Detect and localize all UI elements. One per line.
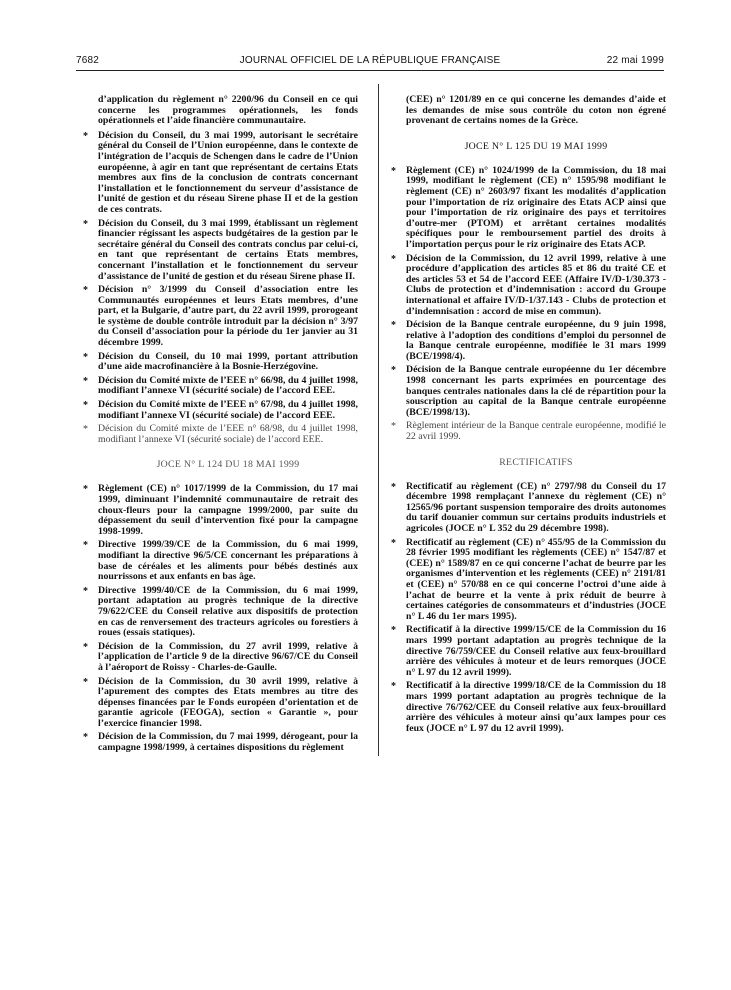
bullet-star-icon: * — [83, 641, 88, 653]
list-item — [390, 320, 666, 362]
list-item — [390, 365, 666, 418]
bullet-star-icon: * — [83, 676, 88, 688]
list-item — [82, 540, 358, 582]
list-item — [82, 131, 358, 216]
bullet-star-icon: * — [391, 537, 396, 549]
item-text: Décision du Conseil, du 10 mai 1999, portant attribution d’une aide macrofinancière à la Bosnie-Herzégovine. — [98, 350, 358, 373]
item-text: Rectificatif à la directive 1999/15/CE de la Commission du 16 mars 1999 portant adaptation au progrès technique de la directive 76/759/CEE du Conseil relative aux feux-brouillard arrière des véhicules à moteur et de leurs remorques (JOCE n° L 97 du 12 avril 1999). — [406, 624, 666, 678]
continued-text: (CEE) n° 1201/89 en ce qui concerne les demandes d’aide et les demandes de mise sous contrôle du coton non égrené provenant de certains nomes de la Grèce. — [406, 94, 666, 127]
item-text: Décision de la Commission, du 12 avril 1999, relative à une procédure d’application des articles 85 et 86 du traité CE et des articles 53 et 54 de l’accord EEE (Affaire IV/D-1/30.373 - Clubs de protection et d’indemnisation : accord du Groupe international et affaire IV/D-1/37.143 - Clubs de protection et d’indemnisation : accord de mise en commun). — [406, 252, 666, 317]
list-item — [82, 400, 358, 421]
list-item — [82, 424, 358, 445]
list-item — [82, 285, 358, 349]
item-text: Décision n° 3/1999 du Conseil d’association entre les Communautés européennes et leurs Etats membres, d’une part, et la Bulgarie, d’autre part, du 22 avril 1999, prorogeant le système de double contrôle introduit par la décision n° 3/97 du Conseil d’association pour la période du 1er janvier au 31 décembre 1999. — [98, 284, 358, 349]
list-item — [82, 376, 358, 397]
item-text: Décision du Comité mixte de l’EEE n° 67/98, du 4 juillet 1998, modifiant l’annexe VI (sécurité sociale) de l’accord EEE. — [98, 399, 358, 421]
bullet-star-icon: * — [83, 400, 88, 412]
bullet-star-icon: * — [391, 365, 396, 377]
list-item — [82, 586, 358, 639]
item-text: Directive 1999/40/CE de la Commission, du 6 mai 1999, portant adaptation au progrès technique de la directive 79/622/CEE du Conseil relative aux dispositifs de protection en cas de renversement des tracteurs agricoles ou forestiers à roues (essais statiques). — [98, 584, 358, 639]
bullet-star-icon: * — [391, 421, 396, 433]
bullet-star-icon: * — [83, 585, 88, 597]
item-text: Décision de la Commission, du 27 avril 1999, relative à l’application de l’article 9 de la directive 96/67/CE du Conseil à l’aéroport de Roissy - Charles-de-Gaulle. — [98, 640, 358, 673]
item-text: Décision du Comité mixte de l’EEE n° 68/98, du 4 juillet 1998, modifiant l’annexe VI (sécurité sociale) de l’accord EEE. — [98, 423, 358, 445]
list-item — [82, 219, 358, 283]
list-item — [390, 482, 666, 535]
journal-title: JOURNAL OFFICIEL DE LA RÉPUBLIQUE FRANÇAISE — [239, 55, 501, 66]
item-text: Directive 1999/39/CE de la Commission, du 6 mai 1999, modifiant la directive 96/5/CE concernant les préparations à base de céréales et les aliments pour bébés destinés aux nourrissons et aux enfants en bas âge. — [98, 539, 358, 583]
column-divider — [378, 84, 379, 756]
bullet-star-icon: * — [391, 625, 396, 637]
bullet-star-icon: * — [83, 351, 88, 363]
list-item — [390, 681, 666, 734]
list-item — [390, 538, 666, 623]
bullet-star-icon: * — [83, 424, 88, 436]
page-header — [76, 55, 664, 69]
bullet-star-icon: * — [83, 484, 88, 496]
item-text: Rectificatif au règlement (CE) n° 2797/98 du Conseil du 17 décembre 1998 remplaçant l’annexe du règlement (CE) n° 12565/96 portant suspension temporaire des droits autonomes du tarif douanier commun sur certains produits industriels et agricoles (JOCE n° L 352 du 29 décembre 1998). — [406, 480, 666, 534]
item-text: Décision de la Commission, du 30 avril 1999, relative à l’apurement des comptes des Etats membres au titre des dépenses financées par le Fonds européen d’orientation et de garantie agricole (FEOGA), section « Garantie », pour l’exercice financier 1998. — [98, 675, 358, 729]
left-column — [82, 95, 358, 757]
list-item — [82, 484, 358, 537]
bullet-star-icon: * — [83, 540, 88, 552]
item-text: Décision du Conseil, du 3 mai 1999, établissant un règlement financier régissant les aspects budgétaires de la gestion par le secrétaire général du Conseil des contrats conclus par celui-ci, en tant que représentant de certains Etats membres, concernant l’installation et le fonctionnement du serveur d’assistance de l’unité de gestion et du réseau Sirene phase II. — [98, 217, 358, 282]
bullet-star-icon: * — [83, 130, 88, 142]
item-text: Rectificatif à la directive 1999/18/CE de la Commission du 18 mars 1999 portant adaptation au progrès technique de la directive 76/762/CEE du Conseil relative aux feux-brouillard arrière des véhicules à moteur ainsi qu’aux lampes pour ces feux (JOCE n° L 97 du 12 avril 1999). — [406, 680, 666, 734]
page-number: 7682 — [76, 55, 100, 66]
list-item — [82, 677, 358, 730]
item-text: Décision du Comité mixte de l’EEE n° 66/98, du 4 juillet 1998, modifiant l’annexe VI (sécurité sociale) de l’accord EEE. — [98, 374, 358, 397]
bullet-star-icon: * — [83, 732, 88, 744]
list-item — [82, 732, 358, 753]
item-text: Décision de la Commission, du 7 mai 1999, dérogeant, pour la campagne 1998/1999, à certaines dispositions du règlement — [98, 731, 358, 754]
bullet-star-icon: * — [391, 481, 396, 493]
item-text: Règlement (CE) n° 1017/1999 de la Commission, du 17 mai 1999, diminuant l’indemnité communautaire de retrait des choux-fleurs pour la campagne 1999/2000, par suite du dépassement du seuil d’intervention fixé pour la campagne 1998-1999. — [98, 483, 358, 537]
list-item — [390, 254, 666, 318]
item-text: Rectificatif au règlement (CE) n° 455/95 de la Commission du 28 février 1995 modifiant les règlements (CEE) n° 1547/87 et (CEE) n° 1589/87 en ce qui concerne l’achat de beurre par les organismes d’intervention et les règlements (CEE) n° 2191/81 et (CEE) n° 570/88 en ce qui concerne l’octroi d’une aide à l’achat de beurre et la vente à prix réduit de beurre à certaines catégories de consommateurs et d’industries (JOCE n° L 46 du 1er mars 1995). — [406, 536, 666, 622]
item-text: Décision de la Banque centrale européenne du 1er décembre 1998 concernant les parts exprimées en pourcentage des banques centrales nationales dans la clé de répartition pour la souscription au capital de la Banque centrale européenne (BCE/1998/13). — [406, 364, 666, 418]
header-rule — [76, 70, 664, 71]
bullet-star-icon: * — [391, 165, 396, 177]
section-heading: RECTIFICATIFS — [499, 456, 573, 468]
item-text: Décision de la Banque centrale européenne, du 9 juin 1998, relative à l’adoption des conditions d’emploi du personnel de la Banque centrale européenne, modifiée le 31 mars 1999 (BCE/1998/4). — [406, 319, 666, 362]
section-heading: JOCE N° L 124 DU 18 MAI 1999 — [156, 459, 300, 471]
list-item — [82, 642, 358, 674]
bullet-star-icon: * — [391, 320, 396, 332]
issue-date: 22 mai 1999 — [606, 55, 664, 66]
bullet-star-icon: * — [391, 681, 396, 693]
list-item — [82, 352, 358, 373]
list-item — [390, 625, 666, 678]
item-text: Décision du Conseil, du 3 mai 1999, autorisant le secrétaire général du Conseil de l’Union européenne, dans le contexte de l’intégration de l’acquis de Schengen dans le cadre de l’Union européenne, à agir en tant que représentant de certains Etats membres aux fins de la conclusion de contrats concernant l’installation et le fonctionnement du serveur d’assistance de l’unité de gestion et du réseau Sirene phase II et de la gestion de ces contrats. — [98, 129, 358, 215]
bullet-star-icon: * — [83, 375, 88, 387]
list-item — [390, 421, 666, 442]
item-text: Règlement (CE) n° 1024/1999 de la Commission, du 18 mai 1999, modifiant le règlement (CE) n° 1595/98 modifiant le règlement (CE) n° 2603/97 fixant les modalités d’application pour l’importation de riz originaire des Etats ACP ainsi que pour l’importation de riz originaire des pays et territoires d’outre-mer (PTOM) et arrêtant certaines modalités spécifiques pour le remboursement partiel des droits à l’importation perçus pour le riz originaire des Etats ACP. — [406, 164, 666, 250]
section-heading: JOCE N° L 125 DU 19 MAI 1999 — [464, 140, 608, 152]
continued-text: d’application du règlement n° 2200/96 du Conseil en ce qui concerne les programmes opérationnels, les fonds opérationnels et l’aide financière communautaire. — [98, 94, 358, 127]
bullet-star-icon: * — [391, 253, 396, 265]
item-text: Règlement intérieur de la Banque centrale européenne, modifié le 22 avril 1999. — [406, 420, 666, 443]
bullet-star-icon: * — [83, 285, 88, 297]
right-column — [390, 95, 666, 737]
bullet-star-icon: * — [83, 218, 88, 230]
list-item — [390, 166, 666, 251]
